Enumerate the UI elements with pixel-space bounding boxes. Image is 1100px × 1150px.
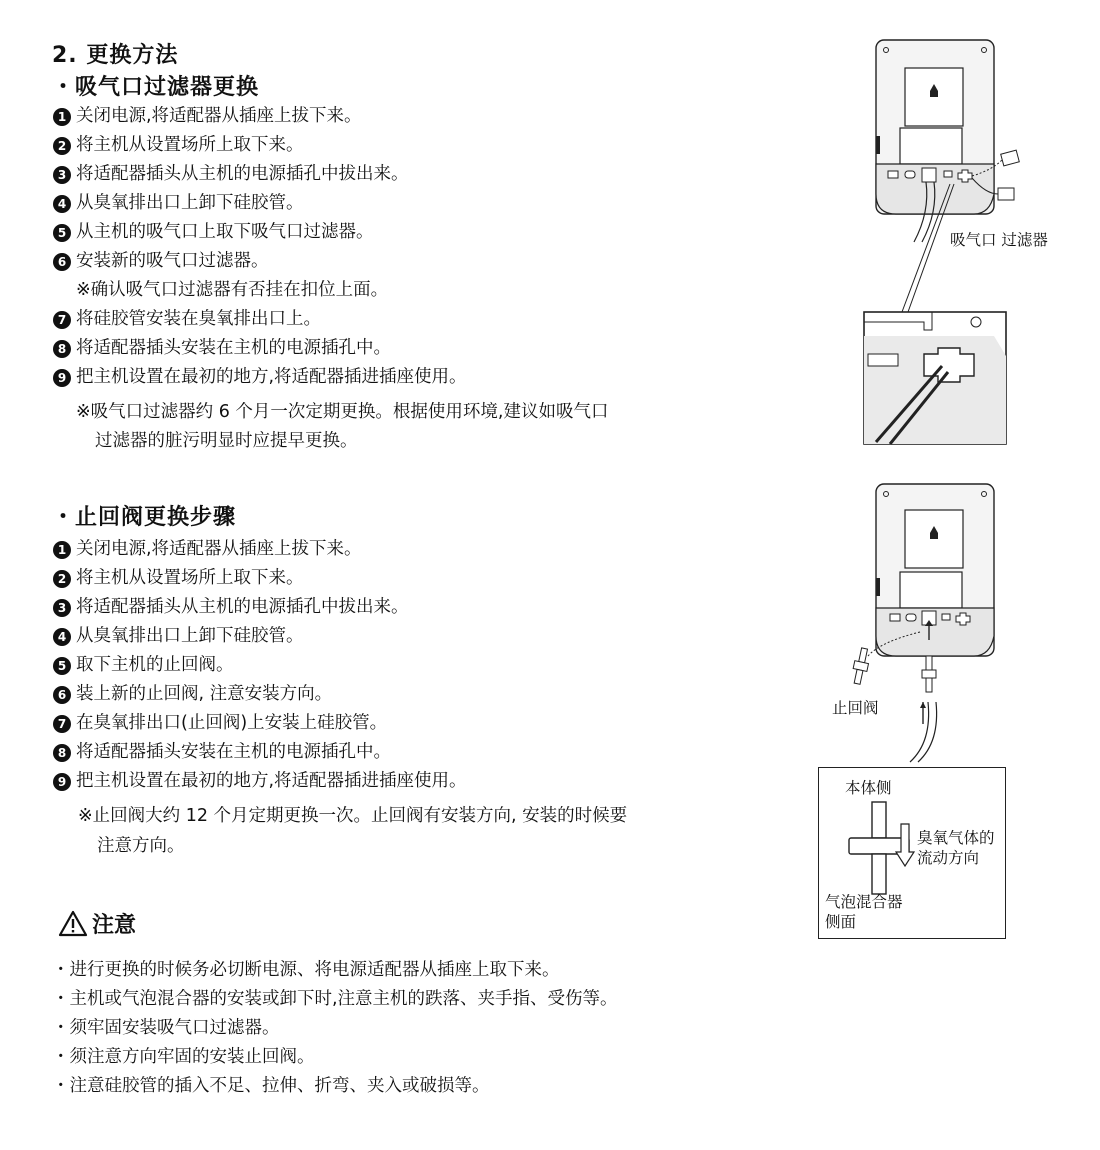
list-item [53,131,467,160]
check-valve-label: 止回阀 [832,699,879,717]
list-item [53,189,467,218]
list-item [53,363,467,392]
step-text: 关闭电源,将适配器从插座上拔下来。 [76,106,362,126]
list-item [53,334,467,363]
step-text: 将适配器插头从主机的电源插孔中拔出来。 [76,597,409,617]
list-item [53,305,467,334]
step-number: 1 [53,541,71,559]
port-icon [868,354,898,366]
step-number: 7 [53,715,71,733]
step-number: 8 [53,340,71,358]
step-text: 安装新的吸气口过滤器。 [76,251,269,271]
intake-replacement-note-line2: 过滤器的脏污明显时应提早更换。 [95,431,358,451]
port-icon [944,171,952,177]
step-text: 取下主机的止回阀。 [76,655,234,675]
down-arrow-icon [895,822,915,868]
list-item [53,102,467,131]
intake-replacement-note-line1: ※吸气口过滤器约 6 个月一次定期更换。根据使用环境,建议如吸气口 [76,402,609,422]
side-clip [876,578,880,596]
step-text: 关闭电源,将适配器从插座上拔下来。 [76,539,362,559]
step-number: 6 [53,686,71,704]
check-valve-title: ・止回阀更换步骤 [52,505,237,530]
flow-label-line2: 流动方向 [917,849,980,867]
caution-item: ・须牢固安装吸气口过滤器。 [52,1018,280,1038]
step-number: 9 [53,773,71,791]
device-panel [900,128,962,164]
port-icon [906,614,916,621]
step-number: 9 [53,369,71,387]
list-item [53,738,467,767]
step-text: 把主机设置在最初的地方,将适配器插进插座使用。 [76,367,467,387]
list-item [53,564,467,593]
valve-replacement-note-line1: ※止回阀大约 12 个月定期更换一次。止回阀有安装方向, 安装的时候要 [78,806,628,826]
list-item [53,593,467,622]
step-number: 6 [53,253,71,271]
caution-title: 注意 [92,913,137,938]
step-number: 5 [53,224,71,242]
list-item [53,709,467,738]
section-title: 2. 更换方法 [52,43,179,68]
list-item [53,651,467,680]
body-side-label: 本体侧 [845,779,892,797]
intake-steps-list [53,102,467,392]
filter-piece-icon [998,188,1014,200]
warning-triangle-icon [58,910,88,937]
caution-item: ・进行更换的时候务必切断电源、将电源适配器从插座上取下来。 [52,960,560,980]
list-item [53,680,467,709]
step-text: 将主机从设置场所上取下来。 [76,568,304,588]
list-item [53,160,467,189]
list-item [53,247,467,276]
valve-icon [926,678,932,692]
valve-bottom-stem [872,854,886,894]
mixer-side-label-line2: 侧面 [825,913,857,931]
step-text: 将主机从设置场所上取下来。 [76,135,304,155]
list-item [53,535,467,564]
valve-steps-list [53,535,467,796]
valve-icon [922,670,936,678]
list-item [53,622,467,651]
valve-icon [926,656,932,670]
arrow-head [920,702,926,708]
intake-filter-title: ・吸气口过滤器更换 [52,75,260,100]
valve-top-stem [872,802,886,838]
step-number: 7 [53,311,71,329]
valve-replacement-note-line2: 注意方向。 [97,836,185,856]
step-text: 将适配器插头安装在主机的电源插孔中。 [76,742,391,762]
check-valve-figure [820,480,1040,770]
outlet-icon [922,168,936,182]
port-icon [890,614,900,621]
step-text: 将适配器插头安装在主机的电源插孔中。 [76,338,391,358]
flow-label-line1: 臭氧气体的 [917,829,995,847]
step-text: 从主机的吸气口上取下吸气口过滤器。 [76,222,374,242]
removed-valve-icon [850,647,871,685]
list-item [53,218,467,247]
caution-heading [58,908,136,939]
step-number: 2 [53,570,71,588]
list-item [53,767,467,796]
caution-list [52,956,618,1101]
step-number: 2 [53,137,71,155]
step-number: 5 [53,657,71,675]
step-number: 3 [53,599,71,617]
caution-item: ・须注意方向牢固的安装止回阀。 [52,1047,315,1067]
port-icon [905,171,915,178]
step-text: 将适配器插头从主机的电源插孔中拔出来。 [76,164,409,184]
valve-direction-detail [818,767,1006,939]
side-clip [876,136,880,154]
mixer-side-label-line1: 气泡混合器 [825,893,903,911]
step-text: 在臭氧排出口(止回阀)上安装上硅胶管。 [76,713,388,733]
step-number: 4 [53,628,71,646]
step-number: 8 [53,744,71,762]
step-text: 将硅胶管安装在臭氧排出口上。 [76,309,321,329]
port-icon [888,171,898,178]
step-text: 把主机设置在最初的地方,将适配器插进插座使用。 [76,771,467,791]
step-note: ※确认吸气口过滤器有否挂在扣位上面。 [76,280,389,300]
port-icon [942,614,950,620]
filter-piece-icon [1001,150,1020,166]
intake-filter-label: 吸气口 过滤器 [950,231,1048,249]
caution-item: ・注意硅胶管的插入不足、拉伸、折弯、夹入或破损等。 [52,1076,490,1096]
step-number: 4 [53,195,71,213]
step-number: 1 [53,108,71,126]
step-text: 装上新的止回阀, 注意安装方向。 [76,684,333,704]
device-panel [900,572,962,608]
caution-item: ・主机或气泡混合器的安装或卸下时,注意主机的跌落、夹手指、受伤等。 [52,989,618,1009]
step-number: 3 [53,166,71,184]
step-text: 从臭氧排出口上卸下硅胶管。 [76,193,304,213]
step-text: 从臭氧排出口上卸下硅胶管。 [76,626,304,646]
